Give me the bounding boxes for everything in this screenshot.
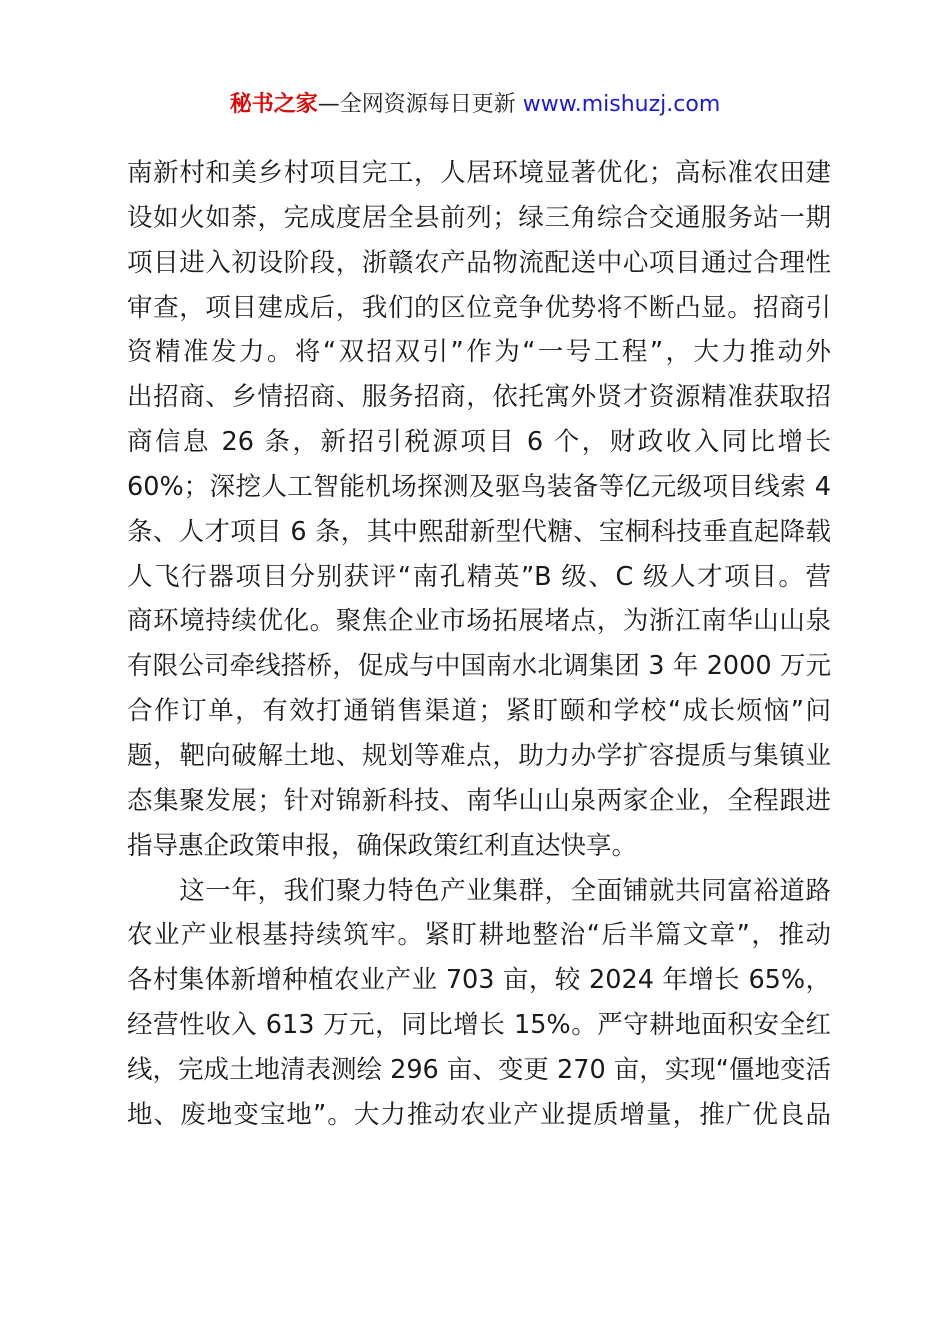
text-line: 题，靶向破解土地、规划等难点，助力办学扩容提质与集镇业 bbox=[127, 740, 831, 771]
header-tagline: —全网资源每日更新 bbox=[317, 92, 516, 117]
website-link[interactable]: www.mishuzj.com bbox=[522, 92, 721, 117]
text-line: 人飞行器项目分别获评“南孔精英”B 级、C 级人才项目。营 bbox=[127, 561, 831, 592]
paragraph-2 bbox=[127, 869, 831, 1138]
text-line: 南新村和美乡村项目完工，人居环境显著优化；高标准农田建 bbox=[127, 158, 831, 188]
text-line: 资精准发力。将“双招双引”作为“一号工程”，大力推动外 bbox=[127, 337, 831, 368]
brand-name: 秘书之家 bbox=[229, 92, 318, 117]
text-line: 商环境持续优化。聚焦企业市场拓展堵点，为浙江南华山山泉 bbox=[127, 606, 831, 637]
text-line: 有限公司牵线搭桥，促成与中国南水北调集团 3 年 2000 万元 bbox=[127, 651, 831, 682]
text-line: 地、废地变宝地”。大力推动农业产业提质增量，推广优良品 bbox=[127, 1099, 831, 1130]
text-line: 态集聚发展；针对锦新科技、南华山山泉两家企业，全程跟进 bbox=[127, 785, 831, 816]
text-line: 条、人才项目 6 条，其中熙甜新型代糖、宝桐科技垂直起降载 bbox=[127, 516, 831, 547]
page-header bbox=[0, 90, 950, 120]
text-line: 项目进入初设阶段，浙赣农产品物流配送中心项目通过合理性 bbox=[127, 247, 831, 278]
text-line: 商信息 26 条，新招引税源项目 6 个，财政收入同比增长 bbox=[127, 427, 831, 458]
text-line: 审查，项目建成后，我们的区位竞争优势将不断凸显。招商引 bbox=[127, 292, 831, 323]
document-body bbox=[127, 151, 831, 1138]
text-line: 指导惠企政策申报，确保政策红利直达快享。 bbox=[127, 830, 638, 861]
text-line: 60%；深挖人工智能机场探测及驱鸟装备等亿元级项目线索 4 bbox=[127, 471, 831, 502]
text-line: 这一年，我们聚力特色产业集群，全面铺就共同富裕道路 bbox=[127, 875, 831, 906]
text-line: 经营性收入 613 万元，同比增长 15%。严守耕地面积安全红 bbox=[127, 1010, 831, 1041]
paragraph-1 bbox=[127, 151, 831, 869]
text-line: 线，完成土地清表测绘 296 亩、变更 270 亩，实现“僵地变活 bbox=[127, 1054, 831, 1085]
text-line: 农业产业根基持续筑牢。紧盯耕地整治“后半篇文章”，推动 bbox=[127, 920, 831, 951]
text-line: 合作订单，有效打通销售渠道；紧盯颐和学校“成长烦恼”问 bbox=[127, 696, 831, 727]
text-line: 各村集体新增种植农业产业 703 亩，较 2024 年增长 65%， bbox=[127, 965, 831, 996]
text-line: 出招商、乡情招商、服务招商，依托寓外贤才资源精准获取招 bbox=[127, 382, 831, 413]
text-line: 设如火如荼，完成度居全县前列；绿三角综合交通服务站一期 bbox=[127, 202, 831, 233]
